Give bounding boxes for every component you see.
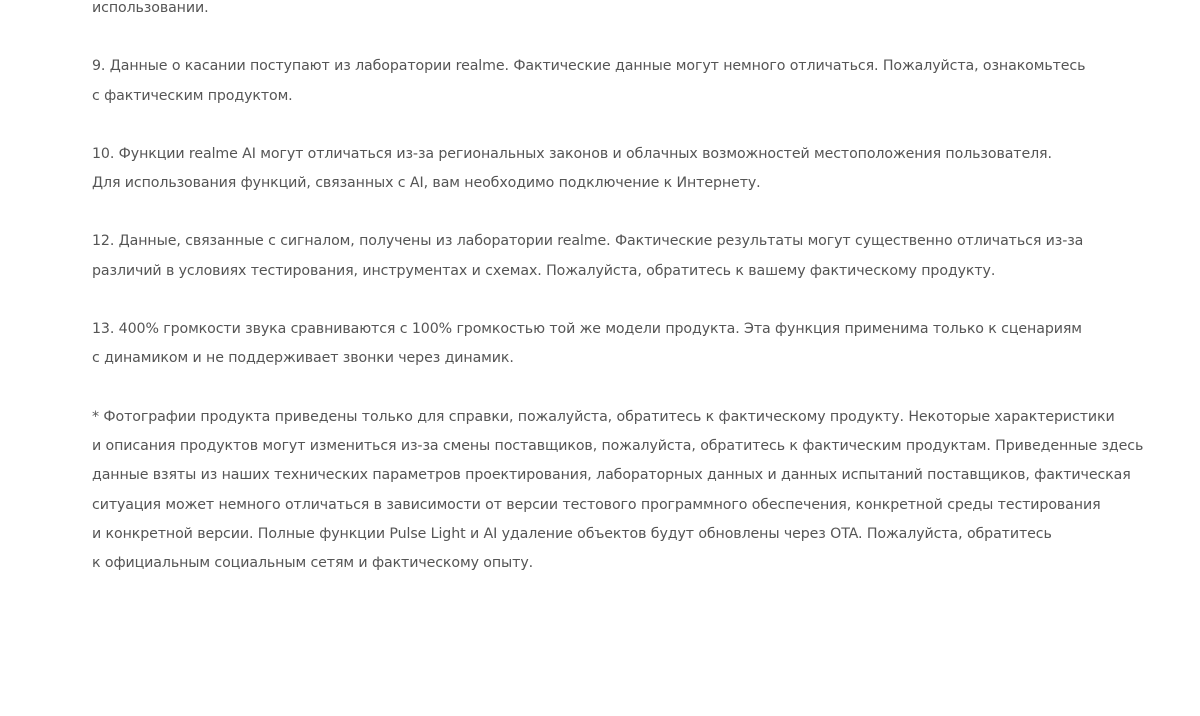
footnote-disclaimer xyxy=(92,403,1172,579)
footnote-9-touch-data xyxy=(92,52,1172,111)
footnote-line: различий в условиях тестирования, инструментах и схемах. Пожалуйста, обратитесь к вашему фактическому продукту. xyxy=(92,262,996,279)
footnote-line: и описания продуктов могут измениться из-за смены поставщиков, пожалуйста, обратитесь к фактическим продуктам. Приведенные здесь xyxy=(92,437,1144,454)
footnote-line: Для использования функций, связанных с AI, вам необходимо подключение к Интернету. xyxy=(92,175,761,192)
footnote-line: 9. Данные о касании поступают из лаборатории realme. Фактические данные могут немного отличаться. Пожалуйста, ознакомьтесь xyxy=(92,58,1086,75)
footnote-line: 12. Данные, связанные с сигналом, получены из лаборатории realme. Фактические результаты могут существенно отличаться из-за xyxy=(92,233,1084,250)
footnote-line: с фактическим продуктом. xyxy=(92,87,293,104)
footnote-13-volume xyxy=(92,315,1172,374)
footnote-line: ситуация может немного отличаться в зависимости от версии тестового программного обеспечения, конкретной среды тестирования xyxy=(92,496,1101,513)
footnote-line: к официальным социальным сетям и фактическому опыту. xyxy=(92,555,534,572)
footnote-line: данные взяты из наших технических параметров проектирования, лабораторных данных и данных испытаний поставщиков, фактическая xyxy=(92,467,1131,484)
footnote-continuation xyxy=(92,0,1172,23)
footnotes-section xyxy=(92,0,1172,607)
footnote-line: 10. Функции realme AI могут отличаться из-за региональных законов и облачных возможностей местоположения пользователя. xyxy=(92,145,1052,162)
footnote-line: использовании. xyxy=(92,0,209,16)
footnote-12-signal xyxy=(92,227,1172,286)
footnote-line: и конкретной версии. Полные функции Pulse Light и AI удаление объектов будут обновлены через OTA. Пожалуйста, обратитесь xyxy=(92,525,1052,542)
footnote-line: * Фотографии продукта приведены только для справки, пожалуйста, обратитесь к фактическому продукту. Некоторые характеристики xyxy=(92,408,1115,425)
footnote-10-realme-ai xyxy=(92,140,1172,199)
footnote-line: с динамиком и не поддерживает звонки через динамик. xyxy=(92,350,514,367)
footnote-line: 13. 400% громкости звука сравниваются с 100% громкостью той же модели продукта. Эта функция применима только к сценариям xyxy=(92,321,1082,338)
